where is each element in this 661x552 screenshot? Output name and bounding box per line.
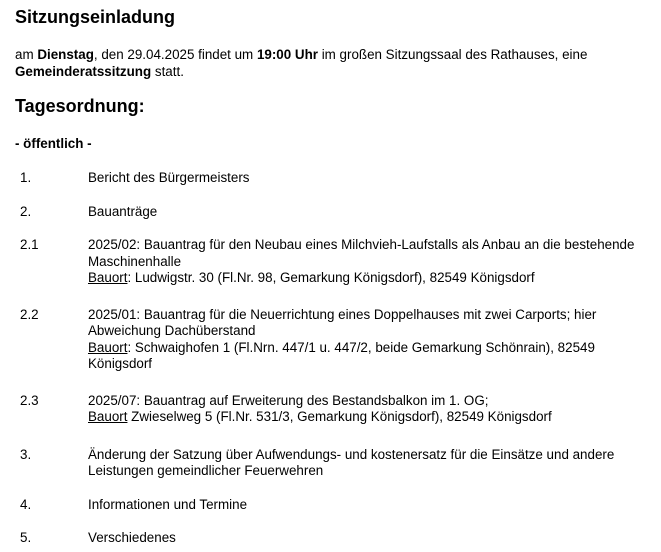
intro-part-2: , den 29.04.2025 findet um [93, 47, 257, 62]
agenda-item-5 [0, 530, 661, 547]
public-section-label: - öffentlich - [15, 136, 92, 151]
meeting-type: Gemeinderatssitzung [15, 64, 152, 79]
document-title: Sitzungseinladung [15, 7, 175, 27]
meeting-weekday: Dienstag [37, 47, 94, 62]
agenda-item-number: 5. [20, 530, 32, 545]
agenda-item-text: 2025/07: Bauantrag auf Erweiterung des Bestandsbalkon im 1. OG; [88, 392, 489, 408]
building-site-address: Zwieselweg 5 (Fl.Nr. 531/3, Gemarkung Königsdorf), 82549 Königsdorf [127, 409, 552, 424]
building-site-address: : Ludwigstr. 30 (Fl.Nr. 98, Gemarkung Königsdorf), 82549 Königsdorf [127, 270, 535, 285]
agenda-item-2-2 [0, 307, 661, 373]
meeting-time: 19:00 Uhr [256, 47, 318, 62]
agenda-item-3 [0, 447, 661, 480]
building-site-label: Bauort [88, 270, 128, 285]
agenda-item-2-3 [0, 393, 661, 426]
agenda-item-number: 2.1 [20, 237, 39, 252]
building-site-label: Bauort [88, 409, 128, 424]
agenda-item-number: 3. [20, 446, 32, 462]
agenda-item-2 [0, 204, 661, 221]
building-site-address: : Schwaighofen 1 (Fl.Nrn. 447/1 u. 447/2, beide Gemarkung Schönrain), 82549 Königsdorf [88, 339, 595, 371]
agenda-item-number: 2.3 [20, 392, 39, 408]
agenda-item-1 [0, 170, 661, 187]
building-site-label: Bauort [88, 339, 128, 355]
agenda-item-number: 1. [20, 170, 32, 185]
agenda-list [0, 168, 661, 547]
agenda-item-number: 2. [20, 203, 32, 219]
agenda-item-text: 2025/02: Bauantrag für den Neubau eines Milchvieh-Laufstalls als Anbau an die bestehende Maschinenhalle [88, 237, 635, 269]
agenda-item-number: 2.2 [20, 306, 39, 322]
agenda-item-2-1 [0, 237, 661, 287]
agenda-item-text: Bauanträge [88, 203, 158, 219]
agenda-item-text: Verschiedenes [88, 530, 176, 545]
agenda-item-4 [0, 497, 661, 514]
invitation-text [15, 46, 650, 80]
intro-part-3: im großen Sitzungssaal des Rathauses, eine [317, 47, 588, 62]
agenda-item-number: 4. [20, 496, 32, 512]
agenda-item-text: 2025/01: Bauantrag für die Neuerrichtung eines Doppelhauses mit zwei Carports; hier Abweichung Dachüberstand [88, 306, 597, 338]
agenda-item-text: Informationen und Termine [88, 496, 248, 512]
building-site [88, 340, 653, 373]
intro-part-4: statt. [151, 64, 184, 79]
building-site [88, 409, 653, 426]
building-site [88, 270, 653, 287]
agenda-item-text: Änderung der Satzung über Aufwendungs- und kostenersatz für die Einsätze und andere Leistungen gemeindlicher Feuerwehren [88, 446, 615, 478]
agenda-heading: Tagesordnung: [15, 96, 145, 116]
agenda-item-text: Bericht des Bürgermeisters [88, 170, 250, 185]
intro-part-1: am [15, 47, 38, 62]
